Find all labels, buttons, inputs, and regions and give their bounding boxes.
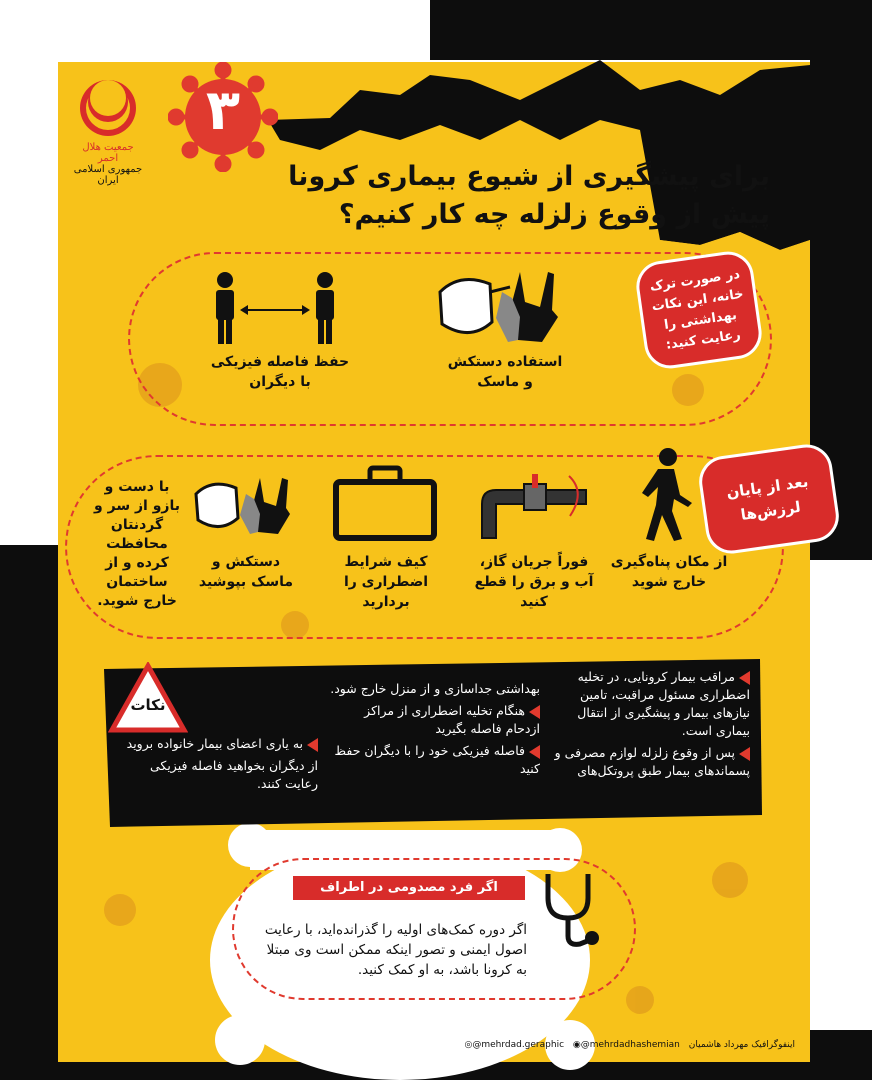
footer: [455, 1040, 795, 1056]
tips-tag: نکات: [130, 696, 166, 714]
injured-heading: اگر فرد مصدومی در اطراف شماست: [293, 876, 525, 900]
logo-line2: جمهوری اسلامی ایران: [73, 164, 143, 186]
page-title: [240, 158, 770, 234]
logo-line1: جمعیت هلال احمر: [82, 142, 134, 164]
stethoscope-icon: [540, 868, 604, 950]
number-badge: [168, 62, 278, 172]
list-item: مراقب بیمار کرونایی، در تخلیه اضطراری مسئول مراقبت، تامین نیازهای بیمار و پیشگیری از انتقال بیماری است.: [577, 669, 750, 738]
list-item: فاصله فیزیکی خود را با دیگران حفظ کنید: [334, 743, 540, 776]
emergency-bag-icon: [330, 462, 440, 542]
badge-number: ۳: [205, 78, 241, 143]
section2-item5-label: با دست و بازو از سر و گردنتان محافظت کرده و از ساختمان خارج شوید.: [94, 479, 180, 609]
red-crescent-logo: [72, 78, 144, 188]
section1-item2-label: حفظ فاصله فیزیکی با دیگران: [210, 354, 350, 390]
instagram-icon: ◎: [464, 1040, 473, 1050]
tips-col-right: [550, 668, 750, 780]
gas-valve-icon: [474, 470, 594, 540]
list-item: از دیگران بخواهید فاصله فیزیکی رعایت کنند.: [150, 758, 318, 791]
section2-item4-label: دستکش و ماسک بپوشید: [198, 554, 294, 590]
walking-person-icon: [630, 447, 700, 542]
section1-tag: در صورت ترک خانه، این نکات بهداشتی را رعایت کنید:: [633, 248, 765, 371]
gloves-mask-icon: [188, 470, 300, 536]
telegram-icon: ◉: [572, 1040, 581, 1050]
footer-handle2: @mehrdad.geraphic: [472, 1040, 565, 1050]
physical-distance-icon: [210, 270, 340, 345]
list-item: به یاری اعضای بیمار خانواده بروید: [118, 735, 318, 753]
bullet-icon: [529, 705, 540, 719]
injured-body: اگر دوره کمک‌های اولیه را گذرانده‌اید، با رعایت اصول ایمنی و تصور اینکه ممکن است وی مبتلا به کرونا باشد، به او کمک کنید.: [264, 922, 527, 978]
gloves-mask-icon: [430, 262, 570, 344]
section2-item2-label: فوراً جریان گاز، آب و برق را قطع کنید: [474, 554, 594, 610]
title-line1: برای پیشگیری از شیوع بیماری کرونا: [288, 161, 770, 192]
title-line2: پیش از وقوع زلزله چه کار کنیم؟: [338, 199, 770, 230]
footer-credit: اینفوگرافیک مهرداد هاشمیان: [688, 1040, 795, 1050]
tips-tag-shape: [108, 662, 188, 738]
list-item: بهداشتی جداسازی و از منزل خارج شود.: [330, 681, 540, 696]
crescent-icon: [72, 78, 144, 138]
footer-handle1: @mehrdadhashemian: [580, 1040, 680, 1050]
list-item: هنگام تخلیه اضطراری از مراکز ازدحام فاصله بگیرید: [364, 703, 540, 736]
bullet-icon: [307, 738, 318, 752]
bullet-icon: [529, 745, 540, 759]
tips-col-left: [118, 735, 318, 793]
list-item: پس از وقوع زلزله لوازم مصرفی و پسماندهای بیمار طبق پروتکل‌های: [554, 745, 750, 778]
bullet-icon: [739, 671, 750, 685]
tips-col-middle: [330, 680, 540, 778]
section1-item1-label: استفاده دستکش و ماسک: [447, 354, 563, 390]
section2-tag: بعد از پایان لرزش‌ها: [696, 441, 842, 557]
bullet-icon: [739, 747, 750, 761]
section2-item1-label: از مکان پناه‌گیری خارج شوید: [610, 554, 728, 590]
section2-item3-label: کیف شرایط اضطراری را بردارید: [343, 554, 429, 610]
